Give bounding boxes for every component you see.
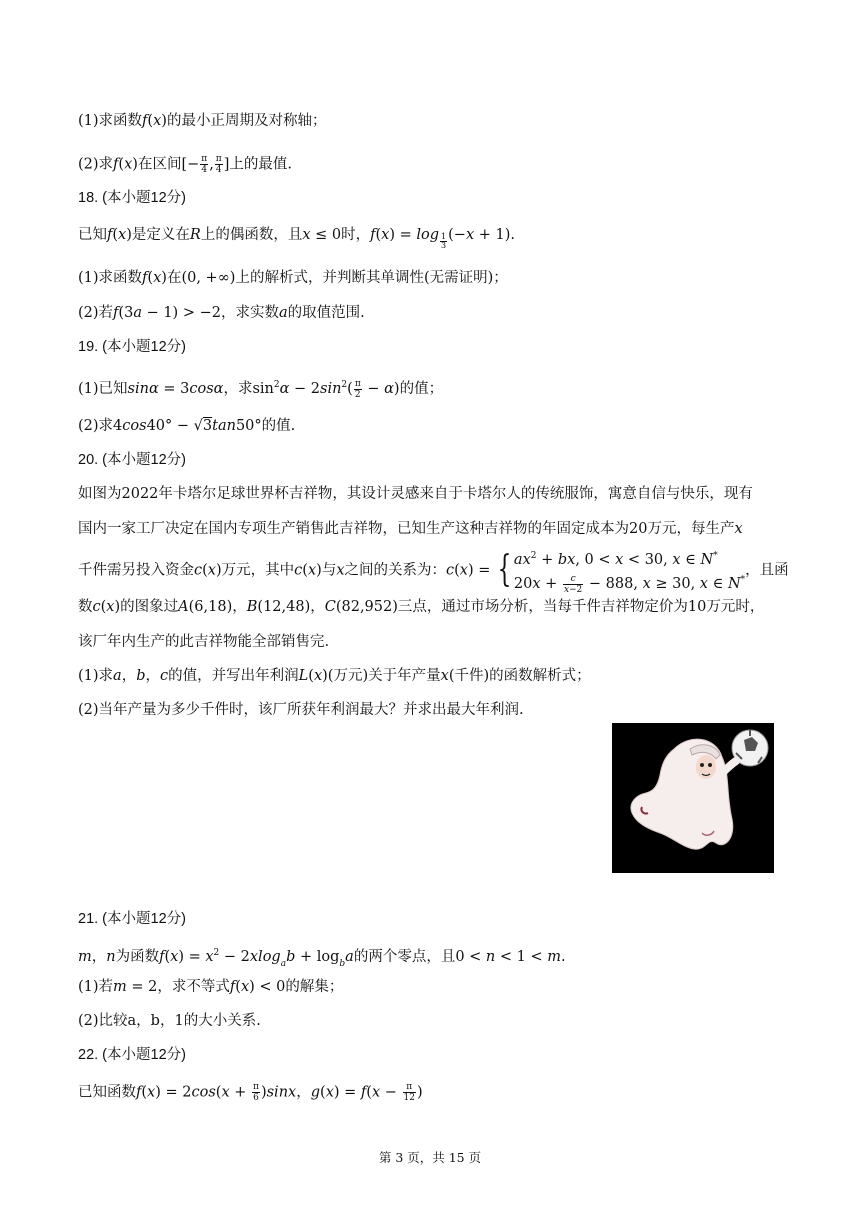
q20-part2: (2)当年产量为多少千件时，该厂所获年利润最大？并求出最大年利润. (78, 702, 524, 718)
q18-heading: 18. (本小题12分) (78, 190, 186, 206)
q20-line2: 国内一家工厂决定在国内专项生产销售此吉祥物，已知生产这种吉祥物的年固定成本为20万元，每生产x (78, 521, 743, 537)
q20-part1: (1)求a，b，c的值，并写出年利润L(x)(万元)关于年产量x(千件)的函数解析式； (78, 668, 591, 684)
q21-part2: (2)比较a，b，1的大小关系. (78, 1013, 261, 1029)
q20-heading: 20. (本小题12分) (78, 452, 186, 468)
q21-stem: m，n为函数$f(x) = x^2 - 2xlog_ab + \log_ba$的两个零点，且0 < n < 1 < m. (78, 948, 566, 969)
q21-part1: (1)若m = 2，求不等式f(x) < 0的解集； (78, 979, 344, 995)
q20-line4: 数c(x)的图象过A(6,18)，B(12,48)，C(82,952)三点，通过市场分析，当每千件吉祥物定价为10万元时， (78, 599, 765, 615)
q22-stem: 已知函数f(x) = 2cos(x + $\frac{\pi}{6}$ )sinx，g(x) = f(x − $\frac{\pi}{12}$ ) (78, 1082, 423, 1103)
q18-part2: (2)若f(3a − 1) > −2，求实数a的取值范围. (78, 305, 365, 321)
q18-part1: (1)求函数f(x)在(0, +∞)上的解析式，并判断其单调性(无需证明)； (78, 270, 508, 286)
q19-heading: 19. (本小题12分) (78, 339, 186, 355)
q19-part1: (1)已知sinα = 3cosα，求$\sin^2\alpha - 2\sin^2$( $\frac{\pi}{2}$ − α)的值； (78, 378, 444, 400)
mascot-illustration (612, 723, 774, 873)
q20-line3: 千件需另投入资金c(x)万元，其中c(x)与x之间的关系为：c(x) = { $ax^2$ + bx, 0 < x < 30, x ∈ N* 20x + $\frac{c}{x-2}$ − 888, x ≥ 30, x ∈ N* ，且函 (78, 549, 789, 595)
q17-part2: (2)求f(x)在区间[− $\frac{\pi}{4}$ , $\frac{\pi}{4}$ ]上的最值. (78, 154, 292, 175)
q20-line5: 该厂年内生产的此吉祥物能全部销售完. (78, 634, 330, 650)
q19-part2: (2)求4cos40° − √3tan50°的值. (78, 418, 296, 434)
q20-line1: 如图为2022年卡塔尔足球世界杯吉祥物，其设计灵感来自于卡塔尔人的传统服饰，寓意自信与快乐，现有 (78, 486, 753, 502)
q22-heading: 22. (本小题12分) (78, 1047, 186, 1063)
q18-stem: 已知f(x)是定义在R上的偶函数，且x ≤ 0时，f(x) = log $_{\frac{1}{3}}$ (−x + 1). (78, 227, 515, 250)
q21-heading: 21. (本小题12分) (78, 911, 186, 927)
q17-part1: (1)求函数f(x)的最小正周期及对称轴； (78, 113, 327, 129)
mascot-image (612, 723, 774, 873)
page-footer: 第 3 页，共 15 页 (378, 1150, 482, 1165)
